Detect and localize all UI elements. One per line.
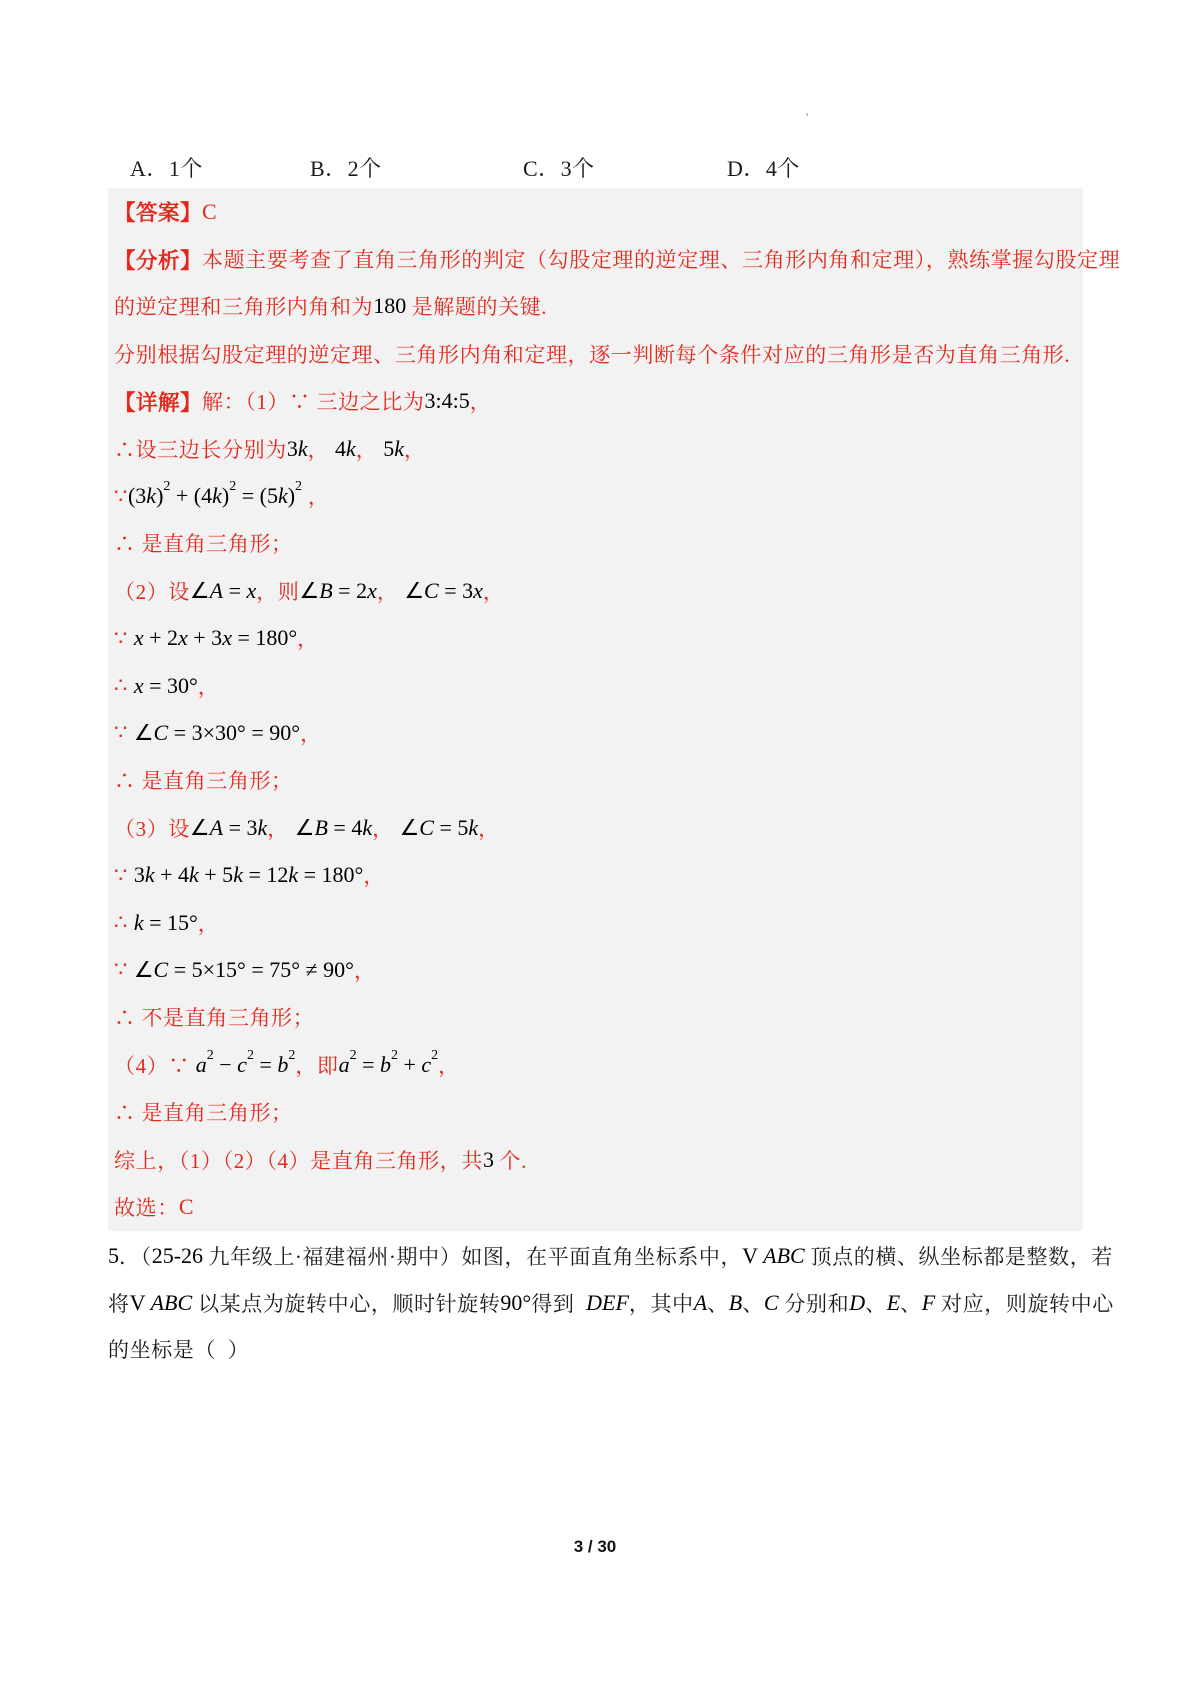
text-segment: c	[237, 1051, 247, 1077]
text-segment: ∵	[114, 625, 134, 650]
text-segment: = 4	[327, 814, 363, 840]
text-segment: 是解题的关键.	[411, 295, 548, 320]
text-segment: A	[693, 1289, 708, 1315]
text-segment: ∴	[114, 673, 134, 698]
text-segment: ，	[469, 390, 492, 415]
text-segment: = 30°	[143, 672, 198, 698]
text-segment: ，	[197, 674, 220, 699]
text-segment: 综上，（1）（2）（4）是直角三角形，共	[114, 1148, 483, 1173]
text-segment: （3）设	[114, 816, 190, 841]
text-segment: ABC	[763, 1243, 805, 1269]
text-segment: ，	[267, 816, 295, 841]
text-segment: 4	[335, 435, 347, 461]
text-segment: = 180°	[231, 625, 298, 651]
page-number: 3 / 30	[573, 1537, 617, 1556]
option-d: D．4个	[727, 155, 800, 181]
text-segment: F	[921, 1289, 936, 1315]
text-segment: x	[473, 577, 483, 603]
text-segment: 以某点为旋转中心，顺时针旋转	[192, 1291, 501, 1316]
text-segment: ，	[372, 816, 400, 841]
answer-line	[114, 1088, 1083, 1135]
text-segment: (3	[127, 483, 147, 509]
text-segment: 【分析】	[114, 248, 203, 273]
text-segment: 得到	[531, 1291, 587, 1316]
answer-line	[114, 520, 1083, 567]
text-segment: C	[763, 1289, 779, 1315]
answer-line	[114, 567, 1083, 614]
text-segment: x	[178, 625, 188, 651]
text-segment: ，	[438, 1053, 460, 1078]
text-segment: ，	[355, 437, 384, 462]
text-segment: =	[253, 1051, 278, 1077]
text-segment: x	[133, 625, 144, 651]
text-segment: 3:4:5	[424, 388, 470, 414]
text-segment: ，其中	[628, 1291, 694, 1316]
text-segment: ∴ 不是直角三角形；	[114, 1006, 315, 1031]
text-segment: )	[156, 483, 164, 509]
text-segment: )	[287, 483, 296, 509]
text-segment: ∵	[114, 862, 134, 887]
text-segment: V	[742, 1243, 764, 1269]
text-segment: ∠	[299, 577, 320, 603]
text-segment: C	[424, 577, 439, 603]
text-segment: 90°	[500, 1289, 532, 1315]
text-segment: ，则	[256, 579, 300, 604]
text-segment: a	[338, 1051, 350, 1077]
text-segment: = 5×15° = 75° ≠ 90°	[168, 956, 354, 982]
text-segment: ABC	[150, 1289, 193, 1315]
text-segment: 【答案】	[114, 201, 203, 226]
text-segment: 2	[288, 1047, 296, 1063]
text-segment: + (4	[170, 483, 213, 509]
text-segment: 、	[865, 1291, 887, 1316]
text-segment: 分别根据勾股定理的逆定理、三角形内角和定理，逐一判断每个条件对应的三角形是否为直角三角形.	[114, 342, 1071, 367]
text-segment: 2	[229, 479, 237, 495]
text-segment: 3	[483, 1146, 500, 1172]
text-segment: k	[189, 862, 199, 888]
text-segment: 、	[742, 1291, 764, 1316]
option-c: C．3个	[523, 155, 595, 181]
text-segment: 5	[383, 435, 395, 461]
text-segment: x	[222, 625, 232, 651]
text-segment: ∴	[114, 910, 134, 935]
answer-line	[114, 994, 1083, 1041]
text-segment: k	[297, 435, 308, 461]
text-segment: = 3	[223, 814, 258, 840]
text-segment: = 180°	[298, 862, 364, 888]
text-segment: 将	[108, 1291, 130, 1316]
text-segment: 2	[390, 1047, 398, 1063]
answer-line	[114, 330, 1083, 377]
answer-line	[114, 662, 1083, 709]
text-segment: x	[367, 577, 377, 603]
text-segment: k	[468, 814, 479, 840]
text-segment: E	[886, 1289, 901, 1315]
text-segment: k	[257, 814, 268, 840]
text-segment: ∴ 是直角三角形；	[114, 532, 293, 557]
answer-line	[114, 425, 1083, 472]
text-segment: = 3×30° = 90°	[168, 719, 301, 745]
option-a: A．1个	[130, 155, 203, 181]
text-segment: ∵	[114, 483, 128, 508]
text-segment: B	[314, 814, 328, 840]
text-segment: A	[209, 577, 224, 603]
question-line	[108, 1326, 1083, 1373]
text-segment: ∵	[114, 720, 134, 745]
text-segment: ∴ 是直角三角形；	[114, 1101, 293, 1126]
text-segment: ，	[478, 816, 500, 841]
text-segment: x	[246, 577, 257, 603]
text-segment: k	[394, 435, 405, 461]
text-segment: ∠	[133, 719, 154, 745]
text-segment: 的逆定理和三角形内角和为	[114, 295, 374, 320]
text-segment: ∠	[189, 814, 210, 840]
text-segment: ，	[482, 579, 505, 604]
text-segment: B	[728, 1289, 743, 1315]
text-segment: 180	[373, 293, 412, 319]
answer-line	[114, 1136, 1083, 1183]
text-segment: x	[133, 672, 144, 698]
text-segment: ，	[300, 721, 322, 746]
text-segment: 、	[707, 1291, 729, 1316]
text-segment: ∴设三边长分别为	[114, 437, 287, 462]
text-segment: 故选：	[114, 1195, 179, 1220]
answer-line	[114, 804, 1083, 851]
text-segment: C	[419, 814, 434, 840]
text-segment: =	[223, 577, 247, 603]
text-segment: = 5	[433, 814, 469, 840]
text-segment: ．（	[119, 1245, 152, 1270]
text-segment: k	[133, 909, 144, 935]
text-segment: + 5	[198, 862, 234, 888]
text-segment: = 15°	[143, 909, 198, 935]
answer-line	[114, 188, 1083, 235]
text-segment: 对应，则旋转中心	[935, 1291, 1114, 1316]
text-segment: 2	[163, 479, 171, 495]
text-segment: k	[288, 862, 299, 888]
text-segment: k	[212, 483, 222, 509]
text-segment: b	[379, 1051, 391, 1077]
text-segment: 3	[286, 435, 298, 461]
text-segment: ∴ 是直角三角形；	[114, 769, 293, 794]
option-b: B．2个	[310, 155, 382, 181]
question-line	[108, 1233, 1113, 1280]
text-segment: ∠	[189, 577, 210, 603]
text-segment: 【详解】	[114, 390, 203, 415]
text-segment: B	[319, 577, 333, 603]
text-segment: +	[397, 1051, 422, 1077]
text-segment: = (5	[236, 483, 278, 509]
answer-line	[114, 615, 1083, 662]
text-segment: ，	[197, 911, 220, 936]
text-segment: ，	[302, 485, 330, 510]
text-segment: −	[213, 1051, 238, 1077]
text-segment: （4）∵	[114, 1053, 196, 1078]
text-segment: ∠	[133, 956, 154, 982]
text-segment: 2	[206, 1047, 214, 1063]
text-segment: C	[202, 198, 217, 224]
text-segment: ，	[363, 864, 385, 889]
text-segment: 2	[431, 1047, 439, 1063]
text-segment: 2	[246, 1047, 254, 1063]
text-segment: =	[356, 1051, 380, 1077]
text-segment: ，	[307, 437, 336, 462]
choice-options-row	[108, 152, 1083, 182]
answer-line	[114, 1041, 1083, 1088]
text-segment: k	[277, 483, 288, 509]
text-segment: ，	[297, 627, 319, 652]
text-segment: + 4	[154, 862, 189, 888]
text-segment: C	[153, 719, 169, 745]
text-segment: 、	[900, 1291, 922, 1316]
answer-line	[114, 283, 1083, 330]
text-segment: 3	[133, 862, 145, 888]
text-segment: ∠	[294, 814, 315, 840]
text-segment: 25-26	[151, 1243, 209, 1269]
answer-line	[114, 851, 1083, 898]
text-segment: = 12	[242, 862, 289, 888]
text-segment: k	[346, 435, 356, 461]
text-segment: 2	[295, 479, 303, 495]
text-segment: ，	[376, 579, 405, 604]
answer-line	[114, 899, 1083, 946]
answer-line	[114, 946, 1083, 993]
text-segment: c	[421, 1051, 432, 1077]
stray-tick-mark: '	[806, 110, 809, 124]
text-segment: 个.	[499, 1148, 527, 1173]
text-segment: k	[146, 483, 157, 509]
text-segment: + 3	[187, 625, 223, 651]
text-segment: 解：（1）∵ 三边之比为	[202, 390, 425, 415]
text-segment: ∵	[114, 957, 134, 982]
text-segment: ，	[404, 437, 426, 462]
text-segment: 九年级上·福建福州·期中）如图，在平面直角坐标系中，	[208, 1245, 743, 1270]
question-line	[108, 1280, 1114, 1327]
text-segment: )	[221, 483, 230, 509]
answer-line	[114, 472, 1083, 519]
text-segment: 本题主要考查了直角三角形的判定（勾股定理的逆定理、三角形内角和定理），熟练掌握勾股定理	[202, 248, 1121, 273]
text-segment: DEF	[586, 1289, 629, 1315]
text-segment: C	[178, 1193, 194, 1219]
text-segment: k	[233, 862, 243, 888]
text-segment: 的坐标是（ ）	[108, 1338, 250, 1363]
answer-line	[114, 1183, 1083, 1230]
text-segment: ∠	[399, 814, 420, 840]
answer-line	[114, 709, 1083, 756]
text-segment: k	[362, 814, 373, 840]
answer-line	[114, 235, 1121, 282]
text-segment: = 3	[438, 577, 474, 603]
text-segment: ，即	[295, 1053, 339, 1078]
text-segment: 分别和	[778, 1291, 850, 1316]
text-segment: + 2	[143, 625, 178, 651]
text-segment: 2	[349, 1047, 357, 1063]
text-segment: a	[195, 1051, 207, 1077]
text-segment: （2）设	[114, 579, 190, 604]
text-segment: V	[129, 1289, 151, 1315]
text-segment: k	[144, 862, 155, 888]
text-segment: b	[277, 1051, 289, 1077]
text-segment: 5	[108, 1243, 119, 1269]
text-segment: ∠	[404, 577, 425, 603]
text-segment: A	[209, 814, 224, 840]
answer-line	[114, 757, 1083, 804]
text-segment: ，	[353, 958, 376, 983]
text-segment: C	[153, 956, 169, 982]
text-segment: = 2	[332, 577, 368, 603]
question-5-paragraph	[108, 1233, 1114, 1373]
text-segment: 顶点的横、纵坐标都是整数，若	[804, 1245, 1113, 1270]
answer-line	[114, 378, 1083, 425]
answer-explanation-block	[108, 188, 1121, 1231]
text-segment: D	[849, 1289, 866, 1315]
